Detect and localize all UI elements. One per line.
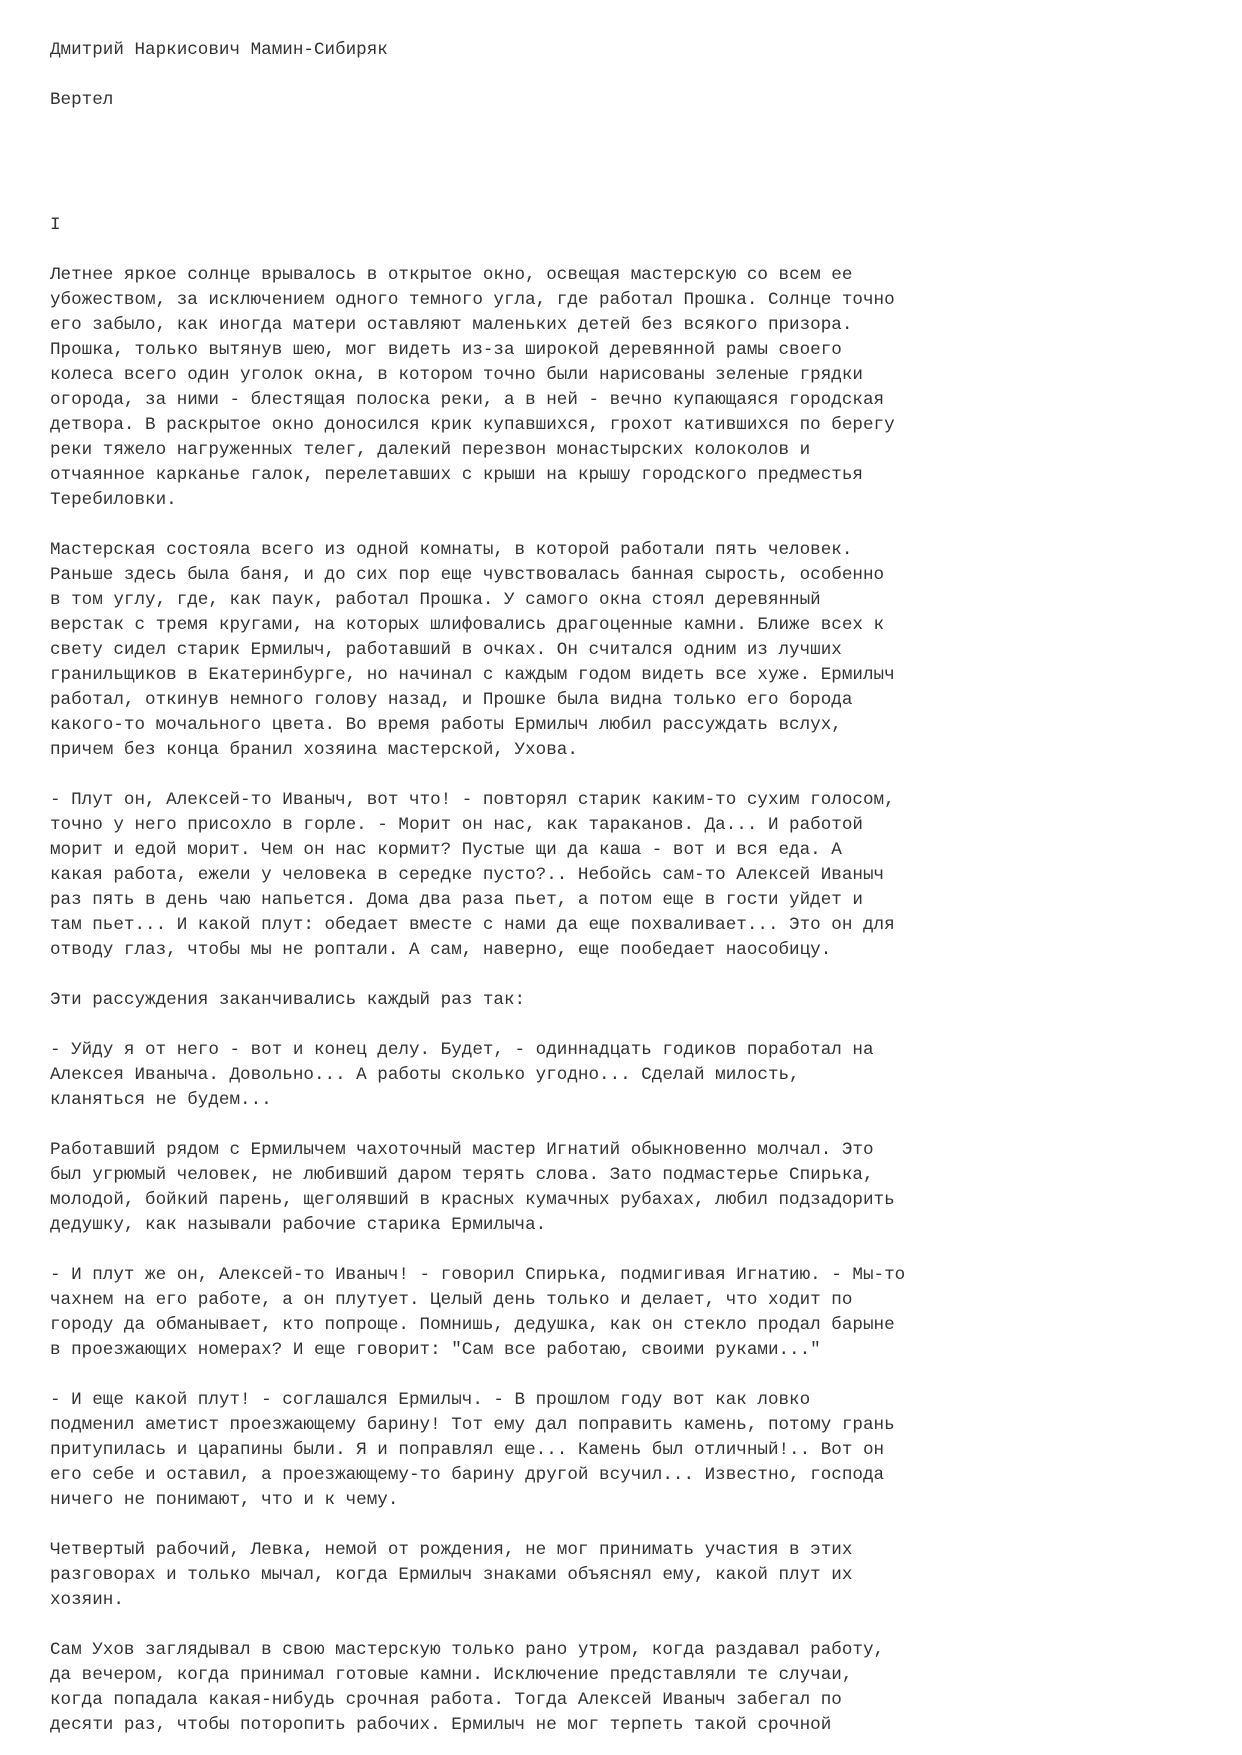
text-line: дедушку, как называли рабочие старика Ермилыча. [50, 1215, 547, 1235]
spacer [50, 963, 1200, 988]
text-line: Эти рассуждения заканчивались каждый раз так: [50, 990, 526, 1010]
document-page [50, 38, 1200, 1738]
text-line: Алексея Иваныча. Довольно... А работы сколько угодно... Сделай милость, [50, 1065, 800, 1085]
text-line: какого-то мочального цвета. Во время работы Ермилыч любил рассуждать вслух, [50, 715, 842, 735]
text-line: работал, откинув немного голову назад, и Прошке была видна только его борода [50, 690, 853, 710]
text-line: причем без конца бранил хозяина мастерской, Ухова. [50, 740, 578, 760]
spacer [50, 1013, 1200, 1038]
body-text [50, 263, 1200, 1738]
paragraph [50, 1038, 1200, 1113]
paragraph [50, 1138, 1200, 1238]
paragraph [50, 538, 1200, 763]
text-line: разговорах и только мычал, когда Ермилыч знаками объяснял ему, какой плут их [50, 1565, 853, 1585]
text-line: его себе и оставил, а проезжающему-то барину другой всучил... Известно, господа [50, 1465, 885, 1485]
text-line: - И плут же он, Алексей-то Иваныч! - говорил Спирька, подмигивая Игнатию. - Мы-то [50, 1265, 906, 1285]
spacer [50, 1613, 1200, 1638]
text-line: его забыло, как иногда матери оставляют маленьких детей без всякого призора. [50, 315, 853, 335]
text-line: точно у него присохло в горле. - Морит он нас, как тараканов. Да... И работой [50, 815, 863, 835]
spacer [50, 1238, 1200, 1263]
text-line: Четвертый рабочий, Левка, немой от рождения, не мог принимать участия в этих [50, 1540, 853, 1560]
text-line: какая работа, ежели у человека в середке пусто?.. Небойсь сам-то Алексей Иваныч [50, 865, 885, 885]
text-line: Сам Ухов заглядывал в свою мастерскую только рано утром, когда раздавал работу, [50, 1640, 885, 1660]
spacer [50, 188, 1200, 213]
text-line: молодой, бойкий парень, щеголявший в красных кумачных рубахах, любил подзадорить [50, 1190, 895, 1210]
text-line: был угрюмый человек, не любивший даром терять слова. Зато подмастерье Спирька, [50, 1165, 874, 1185]
text-line: кланяться не будем... [50, 1090, 272, 1110]
chapter-heading: I [50, 215, 61, 235]
paragraph [50, 1263, 1200, 1363]
spacer [50, 63, 1200, 88]
spacer [50, 763, 1200, 788]
text-line: городу да обманывает, кто попроще. Помнишь, дедушка, как он стекло продал барыне [50, 1315, 895, 1335]
spacer [50, 1113, 1200, 1138]
text-line: гранильщиков в Екатеринбурге, но начинал с каждым годом видеть все хуже. Ермилыч [50, 665, 895, 685]
spacer [50, 138, 1200, 163]
spacer [50, 238, 1200, 263]
text-line: убожеством, за исключением одного темного угла, где работал Прошка. Солнце точно [50, 290, 895, 310]
spacer [50, 113, 1200, 138]
spacer [50, 1513, 1200, 1538]
text-line: Раньше здесь была баня, и до сих пор еще чувствовалась банная сырость, особенно [50, 565, 885, 585]
text-line: там пьет... И какой плут: обедает вместе с нами да еще похваливает... Это он для [50, 915, 895, 935]
paragraph [50, 1388, 1200, 1513]
text-line: хозяин. [50, 1590, 124, 1610]
paragraph [50, 788, 1200, 963]
text-line: Теребиловки. [50, 490, 177, 510]
text-line: притупилась и царапины были. Я и поправлял еще... Камень был отличный!.. Вот он [50, 1440, 885, 1460]
text-line: раз пять в день чаю напьется. Дома два раза пьет, а потом еще в гости уйдет и [50, 890, 863, 910]
text-line: свету сидел старик Ермилыч, работавший в очках. Он считался одним из лучших [50, 640, 842, 660]
text-line: в том углу, где, как паук, работал Прошка. У самого окна стоял деревянный [50, 590, 821, 610]
paragraph [50, 263, 1200, 513]
text-line: подменил аметист проезжающему барину! Тот ему дал поправить камень, потому грань [50, 1415, 895, 1435]
author-name: Дмитрий Наркисович Мамин-Сибиряк [50, 40, 388, 60]
text-line: - Уйду я от него - вот и конец делу. Будет, - одиннадцать годиков поработал на [50, 1040, 874, 1060]
text-line: Летнее яркое солнце врывалось в открытое окно, освещая мастерскую со всем ее [50, 265, 853, 285]
text-line: чахнем на его работе, а он плутует. Целый день только и делает, что ходит по [50, 1290, 853, 1310]
text-line: детвора. В раскрытое окно доносился крик купавшихся, грохот катившихся по берегу [50, 415, 895, 435]
text-line: колеса всего один уголок окна, в котором точно были нарисованы зеленые грядки [50, 365, 863, 385]
text-line: отводу глаз, чтобы мы не роптали. А сам, наверно, еще пообедает наособицу. [50, 940, 832, 960]
text-line: - И еще какой плут! - соглашался Ермилыч. - В прошлом году вот как ловко [50, 1390, 811, 1410]
text-line: отчаянное карканье галок, перелетавших с крыши на крышу городского предместья [50, 465, 863, 485]
text-line: верстак с тремя кругами, на которых шлифовались драгоценные камни. Ближе всех к [50, 615, 885, 635]
text-line: в проезжающих номерах? И еще говорит: "Сам все работаю, своими руками..." [50, 1340, 821, 1360]
text-line: ничего не понимают, что и к чему. [50, 1490, 399, 1510]
text-line: реки тяжело нагруженных телег, далекий перезвон монастырских колоколов и [50, 440, 811, 460]
text-line: огорода, за ними - блестящая полоска реки, а в ней - вечно купающаяся городская [50, 390, 885, 410]
spacer [50, 513, 1200, 538]
text-line: да вечером, когда принимал готовые камни. Исключение представляли те случаи, [50, 1665, 853, 1685]
text-line: когда попадала какая-нибудь срочная работа. Тогда Алексей Иваныч забегал по [50, 1690, 842, 1710]
spacer [50, 163, 1200, 188]
paragraph [50, 1638, 1200, 1738]
paragraph [50, 1538, 1200, 1613]
text-line: - Плут он, Алексей-то Иваныч, вот что! - повторял старик каким-то сухим голосом, [50, 790, 895, 810]
spacer [50, 1363, 1200, 1388]
document-title: Вертел [50, 90, 114, 110]
text-line: десяти раз, чтобы поторопить рабочих. Ермилыч не мог терпеть такой срочной [50, 1715, 832, 1735]
text-line: Работавший рядом с Ермилычем чахоточный мастер Игнатий обыкновенно молчал. Это [50, 1140, 874, 1160]
text-line: Мастерская состояла всего из одной комнаты, в которой работали пять человек. [50, 540, 853, 560]
text-line: Прошка, только вытянув шею, мог видеть из-за широкой деревянной рамы своего [50, 340, 842, 360]
paragraph [50, 988, 1200, 1013]
text-line: морит и едой морит. Чем он нас кормит? Пустые щи да каша - вот и вся еда. А [50, 840, 842, 860]
